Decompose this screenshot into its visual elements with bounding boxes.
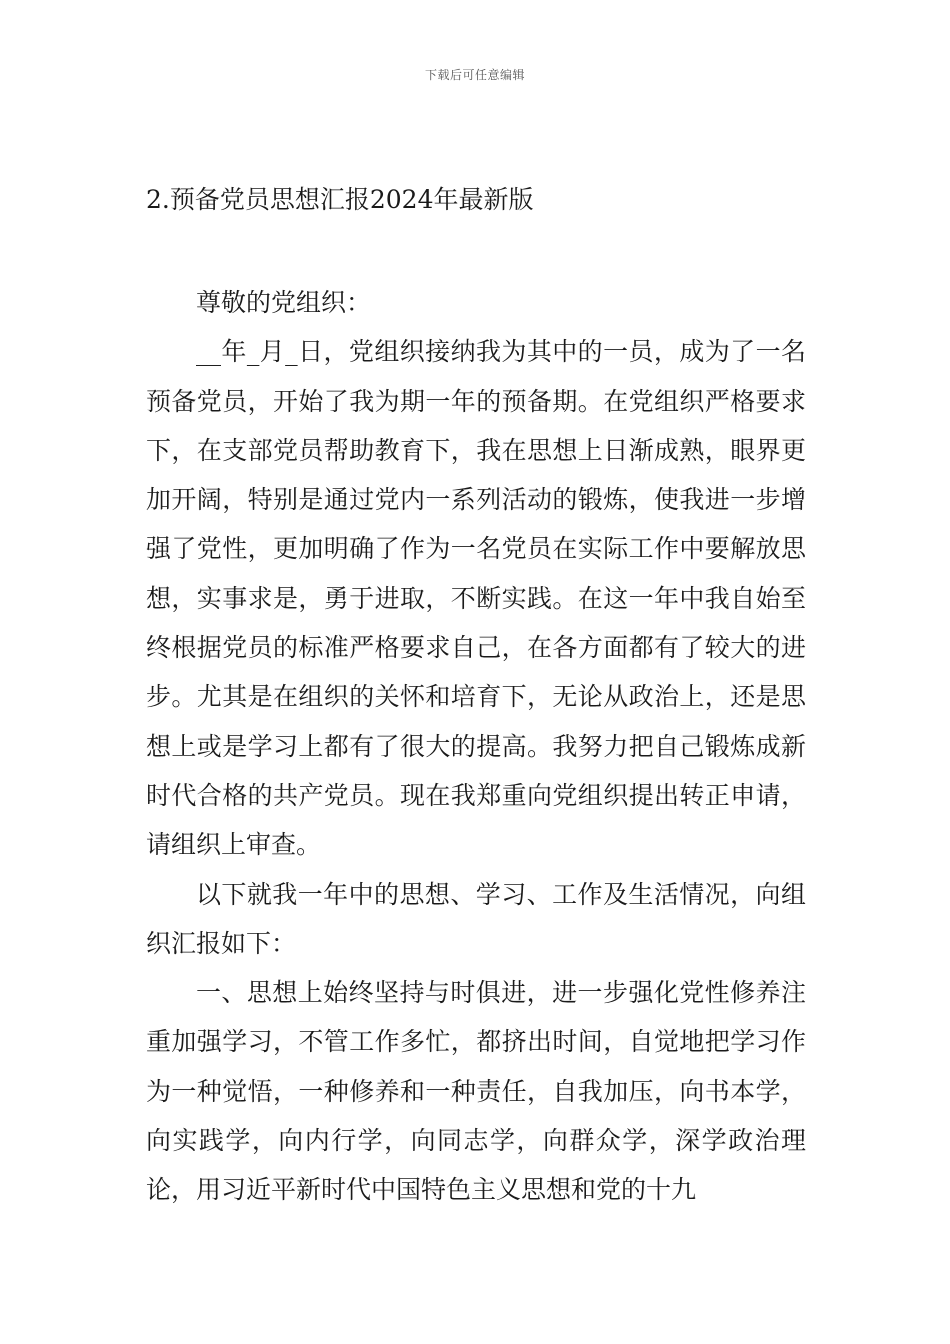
body-paragraph: __年_月_日，党组织接纳我为其中的一员，成为了一名预备党员，开始了我为期一年的预备期。在党组织严格要求下，在支部党员帮助教育下，我在思想上日渐成熟，眼界更加开阔，特别是通过党内一系列活动的锻炼，使我进一步增强了党性，更加明确了作为一名党员在实际工作中要解放思想，实事求是，勇于进取，不断实践。在这一年中我自始至终根据党员的标准严格要求自己，在各方面都有了较大的进步。尤其是在组织的关怀和培育下，无论从政治上，还是思想上或是学习上都有了很大的提高。我努力把自己锻炼成新时代合格的共产党员。现在我郑重向党组织提出转正申请，请组织上审查。 — [146, 337, 806, 860]
page-header: 下载后可任意编辑 — [424, 68, 525, 82]
salutation-paragraph: 尊敬的党组织： — [196, 288, 372, 317]
document-title: 2.预备党员思想汇报2024年最新版 — [146, 185, 534, 214]
document-body — [146, 278, 806, 1215]
body-paragraph: 以下就我一年中的思想、学习、工作及生活情况，向组织汇报如下： — [146, 879, 806, 958]
body-paragraph: 一、思想上始终坚持与时俱进，进一步强化党性修养注重加强学习，不管工作多忙，都挤出时间，自觉地把学习作为一种觉悟，一种修养和一种责任，自我加压，向书本学，向实践学，向内行学，向同志学，向群众学，深学政治理论，用习近平新时代中国特色主义思想和党的十九 — [146, 978, 806, 1205]
